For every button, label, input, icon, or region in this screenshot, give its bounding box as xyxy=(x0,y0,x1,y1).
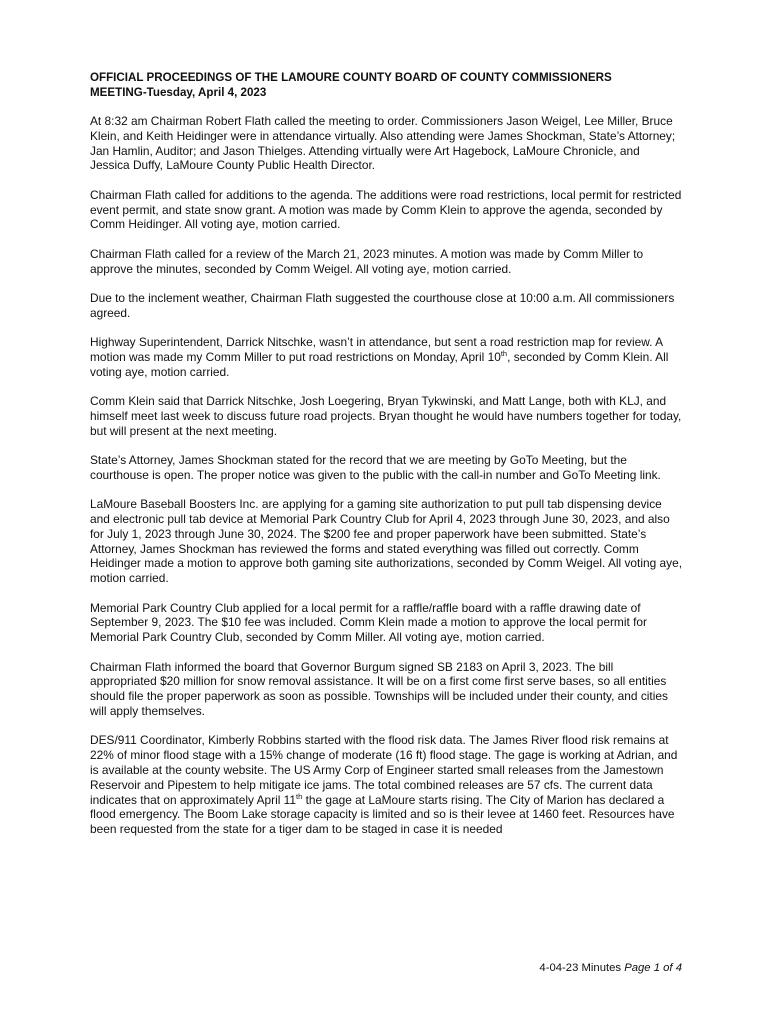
paragraph-raffle-permit: Memorial Park Country Club applied for a local permit for a raffle/raffle board with a raffle drawing date of September 9, 2023. The $10 fee was included. Comm Klein made a motion to approve the local permit for Memorial Park Country Club, seconded by Comm Miller. All voting aye, motion carried. xyxy=(90,600,647,645)
footer-page-number: Page 1 of 4 xyxy=(624,962,682,974)
highway-text-after: , seconded by Comm Klein. All voting aye, motion carried. xyxy=(90,349,669,379)
paragraph-highway xyxy=(90,335,682,379)
paragraph-gaming-site: LaMoure Baseball Boosters Inc. are applying for a gaming site authorization to put pull tab dispensing device and electronic pull tab device at Memorial Park Country Club for April 4, 2023 through June 30, 2023, and also for July 1, 2023 through June 30, 2024. The $200 fee and proper paperwork have been submitted. State’s Attorney, James Shockman has reviewed the forms and stated everything was filled out correctly. Comm Heidinger made a motion to approve both gaming site authorizations, seconded by Comm Weigel. All voting aye, motion carried. xyxy=(90,497,682,586)
paragraph-road-projects: Comm Klein said that Darrick Nitschke, Josh Loegering, Bryan Tykwinski, and Matt Lange, both with KLJ, and himself meet last week to discuss future road projects. Bryan thought he would have numbers together for today, but will present at the next meeting. xyxy=(90,394,682,438)
flood-superscript: th xyxy=(296,791,303,801)
footer-date-label: 4-04-23 Minutes xyxy=(539,962,622,974)
title-line-2: MEETING-Tuesday, April 4, 2023 xyxy=(90,86,267,99)
paragraph-courthouse-closure: Due to the inclement weather, Chairman Flath suggested the courthouse close at 10:00 a.m. All commissioners agreed. xyxy=(90,290,675,320)
paragraph-agenda: Chairman Flath called for additions to the agenda. The additions were road restrictions, local permit for restricted event permit, and state snow grant. A motion was made by Comm Klein to approve the agenda, seconded by Comm Heidinger. All voting aye, motion carried. xyxy=(90,187,682,232)
paragraph-goto-meeting: State’s Attorney, James Shockman stated for the record that we are meeting by GoTo Meeting, but the courthouse is open. The proper notice was given to the public with the call-in number and GoTo Meeting link. xyxy=(90,453,661,482)
highway-text-before: Highway Superintendent, Darrick Nitschke, wasn’t in attendance, but sent a road restriction map for review. A motion was made my Comm Miller to put road restrictions on Monday, April 10 xyxy=(90,335,663,364)
document-title xyxy=(90,70,682,100)
page-footer xyxy=(539,961,682,975)
flood-text-before: DES/911 Coordinator, Kimberly Robbins started with the flood risk data. The James River flood risk remains at 22% of minor flood stage with a 15% change of moderate (16 ft) flood stage. The gage is working at Adrian, and is available at the county website. The US Army Corp of Engineer started small releases from the Jamestown Reservoir and Pipestem to help mitigate ice jams. The total combined releases are 57 cfs. The current data indicates that on approximately April 11 xyxy=(90,733,678,807)
paragraph-minutes: Chairman Flath called for a review of the March 21, 2023 minutes. A motion was made by Comm Miller to approve the minutes, seconded by Comm Weigel. All voting aye, motion carried. xyxy=(90,246,644,276)
document-page xyxy=(90,70,682,852)
flood-text-after: the gage at LaMoure starts rising. The City of Marion has declared a flood emergency. The Boom Lake storage capacity is limited and so is their levee at 1460 feet. Resources have been requested from the state for a tiger dam to be staged in case it is needed xyxy=(90,792,675,837)
paragraph-flood-risk xyxy=(90,733,682,837)
paragraph-snow-grant: Chairman Flath informed the board that Governor Burgum signed SB 2183 on April 3, 2023. The bill appropriated $20 million for snow removal assistance. It will be on a first come first serve bases, so all entities should file the proper paperwork as soon as possible. Townships will be included under their county, and cities will apply themselves. xyxy=(90,659,668,719)
paragraph-call-to-order: At 8:32 am Chairman Robert Flath called the meeting to order. Commissioners Jason Weigel, Lee Miller, Bruce Klein, and Keith Heidinger were in attendance virtually. Also attending were James Shockman, State’s Attorney; Jan Hamlin, Auditor; and Jason Thielges. Attending virtually were Art Hagebock, LaMoure Chronicle, and Jessica Duffy, LaMoure County Public Health Director. xyxy=(90,114,676,173)
highway-superscript: th xyxy=(500,348,508,358)
title-line-1: OFFICIAL PROCEEDINGS OF THE LAMOURE COUNTY BOARD OF COUNTY COMMISSIONERS xyxy=(90,71,612,84)
